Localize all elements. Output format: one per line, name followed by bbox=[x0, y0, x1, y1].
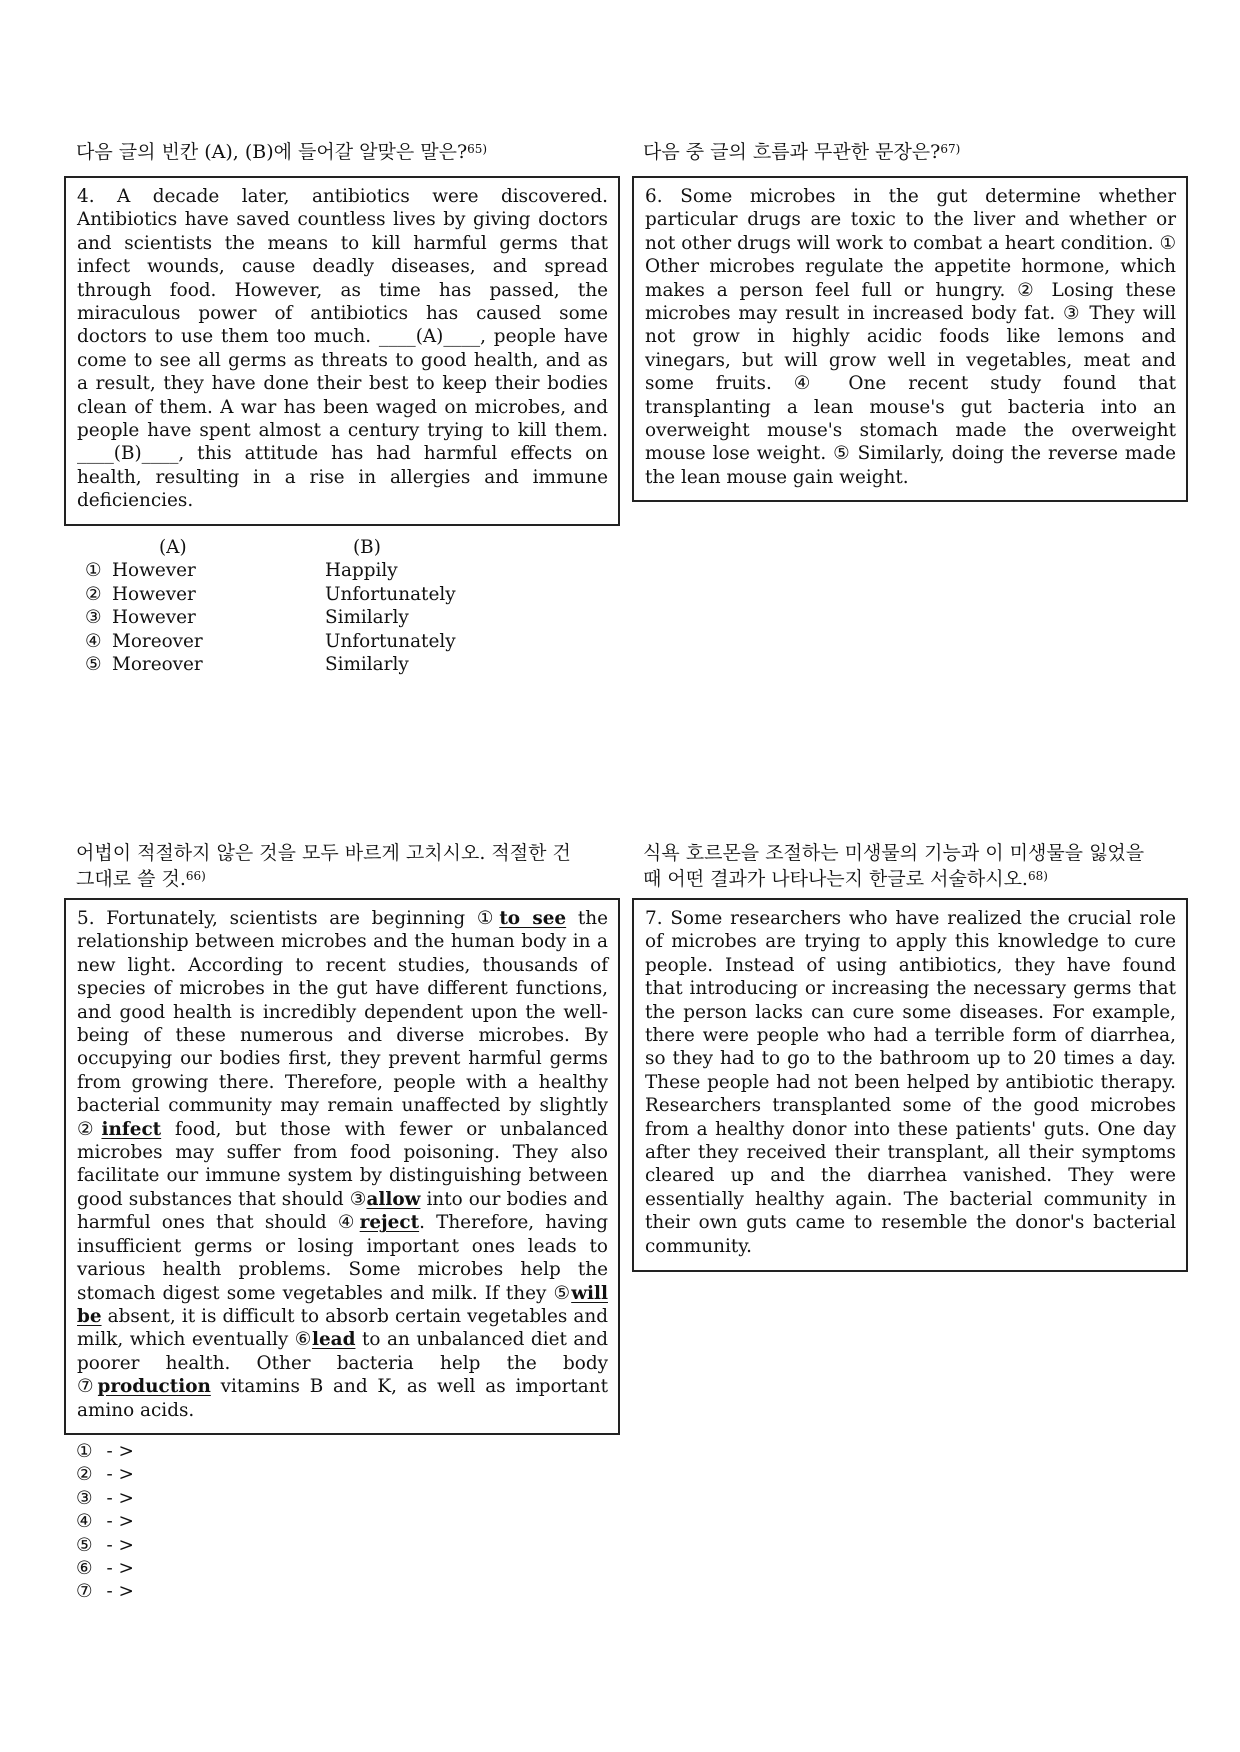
question-65-choices bbox=[85, 536, 456, 676]
choice-b: Similarly bbox=[325, 607, 409, 629]
underlined-word-6: lead bbox=[311, 1329, 356, 1351]
answer-number: ⑤ bbox=[76, 1534, 93, 1556]
choice-b: Happily bbox=[325, 560, 398, 582]
arrow: - > bbox=[106, 1581, 134, 1603]
answer-line-7[interactable] bbox=[76, 1580, 134, 1603]
answer-number: ⑥ bbox=[76, 1558, 93, 1580]
arrow: - > bbox=[106, 1487, 134, 1509]
underlined-word-2: infect bbox=[101, 1118, 162, 1140]
choice-a: However bbox=[112, 583, 196, 605]
marker-4: ④ bbox=[337, 1212, 360, 1234]
choice-number: ② bbox=[85, 583, 102, 605]
answer-number: ③ bbox=[76, 1487, 93, 1509]
question-65-text: 다음 글의 빈칸 (A), (B)에 들어갈 알맞은 말은? bbox=[76, 141, 468, 163]
footnote-67: 67) bbox=[940, 142, 961, 156]
passage-text: to an unbalanced diet and poorer health. Other bacteria help the body bbox=[77, 1329, 608, 1374]
arrow: - > bbox=[106, 1558, 134, 1580]
footnote-68: 68) bbox=[1027, 869, 1048, 883]
choice-number: ① bbox=[85, 560, 102, 582]
question-67-text: 다음 중 글의 흐름과 무관한 문장은? bbox=[643, 141, 941, 163]
answer-line-1[interactable] bbox=[76, 1440, 134, 1463]
marker-2: ② bbox=[77, 1118, 102, 1140]
choice-number: ④ bbox=[85, 630, 102, 652]
question-68-title bbox=[643, 842, 1144, 891]
underlined-word-3: allow bbox=[366, 1188, 421, 1210]
arrow: - > bbox=[106, 1441, 134, 1462]
question-65-passage-box bbox=[64, 176, 620, 526]
passage-text: into our bodies and harmful ones that should bbox=[77, 1188, 609, 1234]
marker-5: ⑤ bbox=[553, 1282, 572, 1304]
question-67-passage-box bbox=[632, 176, 1188, 502]
choice-number: ⑤ bbox=[85, 654, 102, 676]
passage-text: the relationship between microbes and the human body in a new light. According to recent studies, thousands of species of microbes in the gut have different functions, and good health is incredibly dependent upon the well-being of these numerous and diverse microbes. By occupying our bodies first, they prevent harmful germs from growing there. Therefore, people with a healthy bacterial community may remain unaffected by slightly bbox=[77, 908, 609, 1117]
choice-4[interactable] bbox=[85, 630, 456, 653]
passage-text: . Therefore, having insufficient germs or losing important ones leads to various health problems. Some microbes help the stomach digest some vegetables and milk. If they bbox=[77, 1212, 608, 1304]
arrow: - > bbox=[106, 1464, 134, 1486]
choice-a: Moreover bbox=[112, 630, 203, 652]
answer-line-4[interactable] bbox=[76, 1510, 134, 1533]
answer-line-2[interactable] bbox=[76, 1463, 134, 1486]
choice-header bbox=[85, 536, 456, 559]
marker-6: ⑥ bbox=[294, 1329, 312, 1351]
underlined-word-7: production bbox=[97, 1376, 211, 1398]
choice-number: ③ bbox=[85, 607, 102, 629]
arrow: - > bbox=[106, 1534, 134, 1556]
choice-b: Unfortunately bbox=[325, 630, 456, 652]
passage-text: absent, it is difficult to absorb certain vegetables and milk, which eventually bbox=[77, 1305, 608, 1351]
question-68-passage: 7. Some researchers who have realized the crucial role of microbes are trying to apply this knowledge to cure people. Instead of using antibiotics, they have found that introducing or increasing the necessary germs that the person lacks can cure some diseases. For example, there were people who had a terrible form of diarrhea, so they had to go to the bathroom up to 20 times a day. These people had not been helped by antibiotic therapy. Researchers transplanted some of the good microbes from a healthy donor into these patients' guts. One day after they received their transplant, all their symptoms cleared up and the diarrhea vanished. They were essentially healthy again. The bacterial community in their own guts came to resemble the donor's bacterial community. bbox=[645, 908, 1176, 1257]
footnote-66: 66) bbox=[185, 869, 206, 883]
marker-1: ① bbox=[476, 908, 500, 929]
answer-number: ② bbox=[76, 1464, 93, 1486]
answer-line-3[interactable] bbox=[76, 1487, 134, 1510]
marker-7: ⑦ bbox=[77, 1376, 98, 1398]
answer-number: ④ bbox=[76, 1511, 93, 1533]
choice-b: Similarly bbox=[325, 654, 409, 676]
question-66-passage bbox=[77, 907, 608, 1422]
question-66-text-line1: 어법이 적절하지 않은 것을 모두 바르게 고치시오. 적절한 건 bbox=[76, 842, 571, 864]
choice-3[interactable] bbox=[85, 606, 456, 629]
choice-a: However bbox=[112, 607, 196, 629]
question-65-title bbox=[76, 138, 487, 164]
choice-header-b: (B) bbox=[353, 537, 381, 558]
choice-a: However bbox=[112, 560, 196, 582]
question-67-title bbox=[643, 138, 960, 164]
question-66-passage-box bbox=[64, 898, 620, 1435]
answer-line-5[interactable] bbox=[76, 1534, 134, 1557]
marker-3: ③ bbox=[349, 1188, 367, 1210]
question-68-passage-box bbox=[632, 898, 1188, 1272]
question-68-text-line2: 때 어떤 결과가 나타나는지 한글로 서술하시오. bbox=[643, 868, 1028, 890]
question-68-text-line1: 식욕 호르몬을 조절하는 미생물의 기능과 이 미생물을 잃었을 bbox=[643, 842, 1145, 864]
question-67-passage: 6. Some microbes in the gut determine whether particular drugs are toxic to the liver and whether or not other drugs will work to combat a heart condition. ① Other microbes regulate the appetite hormone, which makes a person feel full or hungry. ② Losing these microbes may result in increased body fat. ③ They will not grow in highly acidic foods like lemons and vinegars, but will grow well in vegetables, meat and some fruits. ④ One recent study found that transplanting a lean mouse's gut bacteria into an overweight mouse's stomach made the overweight mouse lose weight. ⑤ Similarly, doing the reverse made the lean mouse gain weight. bbox=[645, 186, 1176, 488]
choice-b: Unfortunately bbox=[325, 583, 456, 605]
underlined-word-1: to see bbox=[499, 908, 567, 929]
underlined-word-4: reject bbox=[359, 1212, 420, 1234]
choice-header-a: (A) bbox=[159, 537, 187, 558]
answer-number: ① bbox=[76, 1441, 93, 1462]
footnote-65: 65) bbox=[467, 142, 488, 156]
question-66-text-line2: 그대로 쓸 것. bbox=[76, 868, 186, 890]
underlined-word-5: will be bbox=[77, 1282, 608, 1327]
passage-text: vitamins B and K, as well as important amino acids. bbox=[77, 1376, 608, 1421]
question-66-answer-lines bbox=[76, 1440, 134, 1604]
answer-number: ⑦ bbox=[76, 1581, 93, 1603]
passage-text: 5. Fortunately, scientists are beginning bbox=[77, 908, 477, 929]
answer-line-6[interactable] bbox=[76, 1557, 134, 1580]
question-65-passage: 4. A decade later, antibiotics were discovered. Antibiotics have saved countless lives by giving doctors and scientists the means to kill harmful germs that infect wounds, cause deadly diseases, and spread through food. However, as time has passed, the miraculous power of antibiotics has caused some doctors to use them too much. ____(A)____, people have come to see all germs as threats to good health, and as a result, they have done their best to keep their bodies clean of them. A war has been waged on microbes, and people have spent almost a century trying to kill them. ____(B)____, this attitude has had harmful effects on health, resulting in a rise in allergies and immune deficiencies. bbox=[77, 186, 608, 512]
choice-1[interactable] bbox=[85, 559, 456, 582]
question-66-title bbox=[76, 842, 571, 891]
passage-text: food, but those with fewer or unbalanced microbes may suffer from food poisoning. They also facilitate our immune system by distinguishing between good substances that should bbox=[77, 1118, 608, 1210]
choice-a: Moreover bbox=[112, 654, 203, 676]
arrow: - > bbox=[106, 1511, 134, 1533]
choice-2[interactable] bbox=[85, 583, 456, 606]
choice-5[interactable] bbox=[85, 653, 456, 676]
